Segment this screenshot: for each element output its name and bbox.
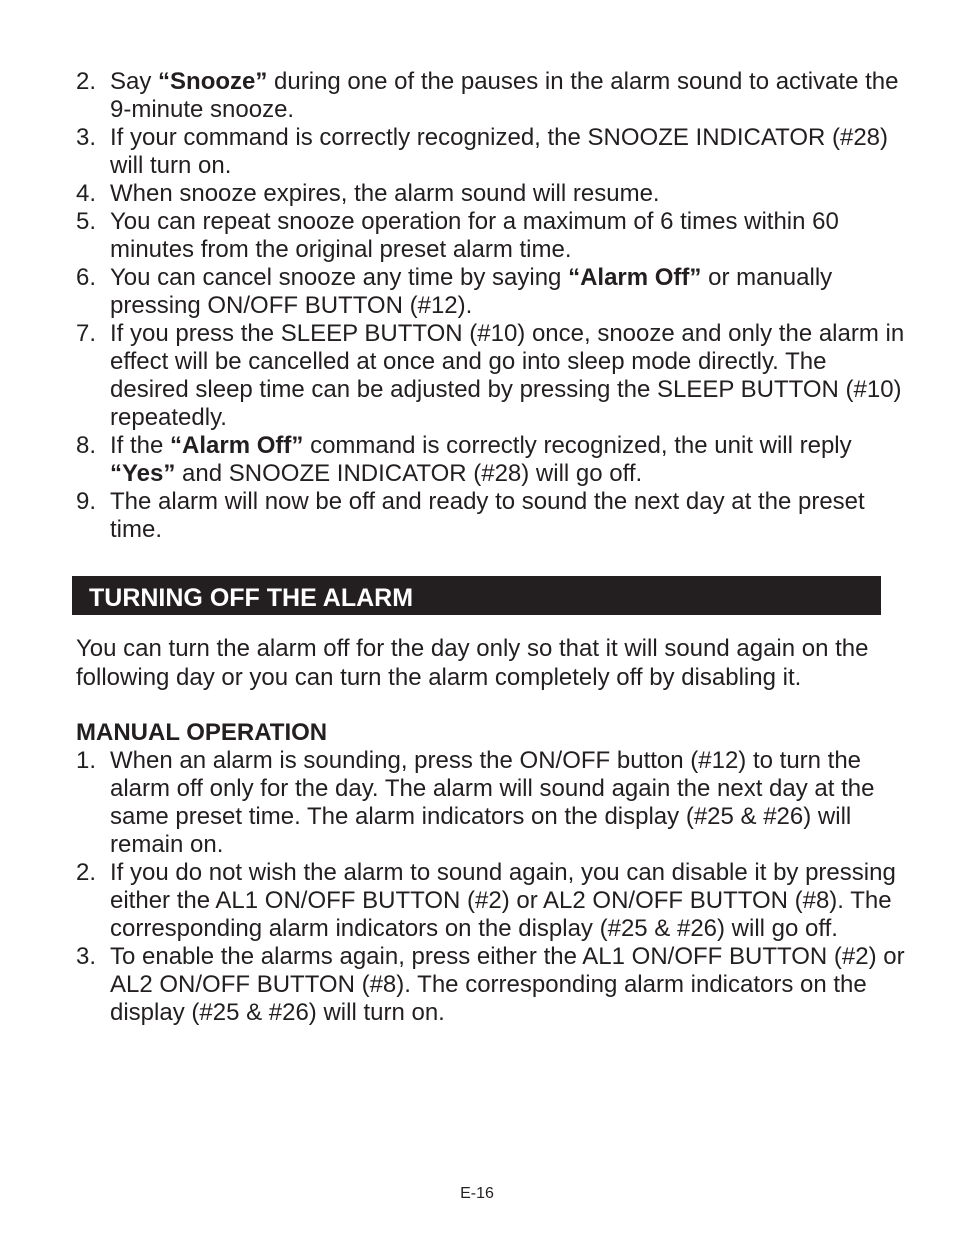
list-item: [76, 68, 906, 124]
list-item: [76, 943, 906, 1027]
list-item: [76, 488, 906, 544]
list-item: [76, 747, 906, 859]
list-item: [76, 208, 906, 264]
text-run: Say: [110, 68, 159, 95]
list-item-number: 2.: [76, 68, 97, 95]
list-item-number: 9.: [76, 488, 97, 515]
text-run: If you press the SLEEP BUTTON (#10) once, snooze and only the alarm in effect will be cancelled at once and go into sleep mode directly. The desired sleep time can be adjusted by pressing the SLEEP BUTTON (#10) repeatedly.: [110, 320, 905, 431]
text-run: When an alarm is sounding, press the ON/OFF button (#12) to turn the alarm off only for the day. The alarm will sound again the next day at the same preset time. The alarm indicators on the display (#25 & #26) will remain on.: [110, 747, 875, 858]
list-item: [76, 320, 906, 432]
list-item: [76, 859, 906, 943]
list-item-number: 7.: [76, 320, 97, 347]
text-run: during one of the pauses in the alarm sound to activate the 9-minute snooze.: [110, 68, 899, 123]
voice-command-text: “Alarm Off”: [170, 432, 304, 459]
list-item-text: [110, 747, 906, 859]
voice-command-text: “Snooze”: [158, 68, 268, 95]
list-item-text: [110, 432, 906, 488]
section-header-bar: [72, 576, 881, 615]
section-title: TURNING OFF THE ALARM: [89, 584, 414, 612]
list-item-text: [110, 68, 906, 124]
list-item: [76, 180, 906, 208]
list-item-number: 2.: [76, 859, 97, 886]
page-number: E-16: [460, 1185, 494, 1202]
list-item-number: 8.: [76, 432, 97, 459]
text-run: You can repeat snooze operation for a maximum of 6 times within 60 minutes from the original preset alarm time.: [110, 208, 839, 263]
text-run: or manually pressing ON/OFF BUTTON (#12).: [110, 264, 833, 319]
intro-paragraph: You can turn the alarm off for the day only so that it will sound again on the following day or you can turn the alarm completely off by disabling it.: [76, 635, 869, 691]
text-run: When snooze expires, the alarm sound will resume.: [110, 180, 660, 207]
list-item-text: [110, 943, 906, 1027]
snooze-steps-list: [76, 68, 906, 544]
list-item-number: 4.: [76, 180, 97, 207]
list-item-number: 3.: [76, 943, 97, 970]
list-item-text: [110, 180, 906, 208]
voice-command-text: “Alarm Off”: [568, 264, 702, 291]
list-item: [76, 264, 906, 320]
list-item-number: 6.: [76, 264, 97, 291]
list-item-text: [110, 320, 906, 432]
text-run: and SNOOZE INDICATOR (#28) will go off.: [175, 460, 643, 487]
list-item-number: 3.: [76, 124, 97, 151]
list-item: [76, 432, 906, 488]
list-item-number: 5.: [76, 208, 97, 235]
list-item-text: [110, 124, 906, 180]
voice-command-text: “Yes”: [110, 460, 176, 487]
list-item-text: [110, 208, 906, 264]
text-run: If the: [110, 432, 171, 459]
text-run: If your command is correctly recognized, the SNOOZE INDICATOR (#28) will turn on.: [110, 124, 889, 179]
list-item-number: 1.: [76, 747, 97, 774]
list-item: [76, 124, 906, 180]
list-item-text: [110, 488, 906, 544]
text-run: You can cancel snooze any time by saying: [110, 264, 569, 291]
list-item-text: [110, 264, 906, 320]
list-item-text: [110, 859, 906, 943]
text-run: command is correctly recognized, the unit will reply: [303, 432, 852, 459]
manual-operation-heading: MANUAL OPERATION: [76, 719, 328, 746]
text-run: To enable the alarms again, press either the AL1 ON/OFF BUTTON (#2) or AL2 ON/OFF BUTTON (#8). The corresponding alarm indicators on the display (#25 & #26) will turn on.: [110, 943, 905, 1026]
text-run: The alarm will now be off and ready to sound the next day at the preset time.: [110, 488, 865, 543]
manual-operation-steps-list: [76, 747, 906, 1027]
text-run: If you do not wish the alarm to sound again, you can disable it by pressing either the AL1 ON/OFF BUTTON (#2) or AL2 ON/OFF BUTTON (#8). The corresponding alarm indicators on the display (#25 & #26) will go off.: [110, 859, 896, 942]
